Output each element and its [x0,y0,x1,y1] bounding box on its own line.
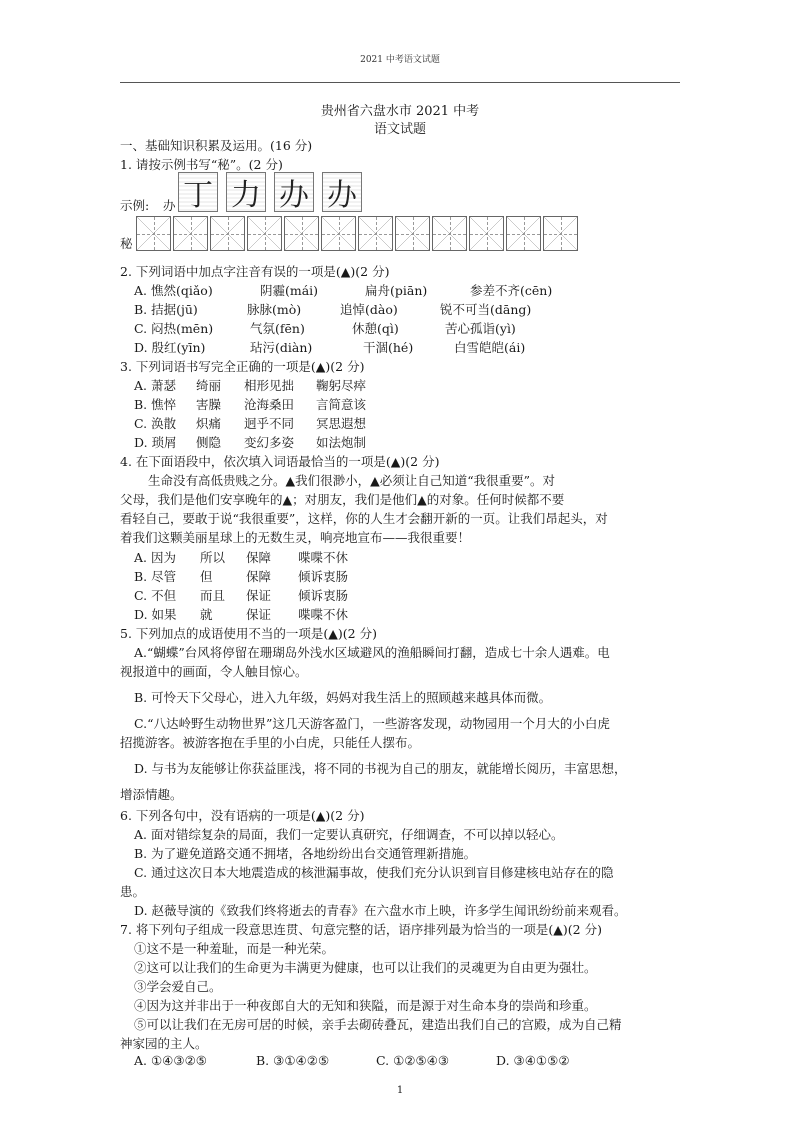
q7-sentence: 神家园的主人。 [120,1036,208,1051]
q7-sentence: ③学会爱自己。 [134,979,222,994]
writing-box[interactable] [247,216,282,251]
q2-option-b-word: 脉脉(mò) [247,302,302,317]
q4-option-c: C. 不但 [134,588,177,603]
stroke-box: 办 [322,172,362,212]
q3-text: 3. 下列词语书写完全正确的一项是(▲)(2 分) [120,359,365,374]
q2-option-d-word: 干涸(hé) [363,340,414,355]
q2-option-a-word: 扁舟(piān) [365,283,428,298]
q5-line: C.“八达岭野生动物世界”这几天游客盈门，一些游客发现，动物园用一个月大的小白虎 [134,716,610,731]
q3-option-word: 鞠躬尽瘁 [316,378,367,393]
q4-text: 4. 在下面语段中，依次填入词语最恰当的一项是(▲)(2 分) [120,454,440,469]
q3-option-word: 迥乎不同 [244,416,295,431]
writing-box[interactable] [543,216,578,251]
q2-option-a-word: 阴霾(mái) [260,283,319,298]
q7-sentence: ①这不是一种羞耻，而是一种光荣。 [134,941,335,956]
q2-option-b-word: 追悼(dào) [340,302,398,317]
writing-box[interactable] [506,216,541,251]
q6-line: B. 为了避免道路交通不拥堵，各地纷纷出台交通管理新措施。 [134,846,477,861]
q6-line: C. 通过这次日本大地震造成的核泄漏事故，使我们充分认识到盲目修建核电站存在的隐 [134,865,614,880]
q4-option-word: 保证 [246,607,272,622]
q5-line: D. 与书为友能够让你获益匪浅，将不同的书视为自己的朋友，就能增长阅历，丰富思想， [134,761,627,776]
running-header: 2021 中考语文试题 [360,55,440,65]
writing-box[interactable] [469,216,504,251]
q7-option-d: D. ③④①⑤② [496,1053,570,1068]
q3-option-word: 冥思遐想 [316,416,367,431]
q4-passage-line: 看轻自己，要敢于说“我很重要”，这样，你的人生才会翻开新的一页。让我们昂起头，对 [120,511,608,526]
writing-box[interactable] [358,216,393,251]
q4-option-word: 倾诉衷肠 [298,588,349,603]
q4-option-word: 但 [200,569,213,584]
q3-option-a: A. 萧瑟 [134,378,176,393]
q6-line: D. 赵薇导演的《致我们终将逝去的青春》在六盘水市上映，许多学生闻讯纷纷前来观看。 [134,903,627,918]
q5-line: B. 可怜天下父母心，进入九年级，妈妈对我生活上的照顾越来越具体而微。 [134,690,552,705]
q5-line: 招揽游客。被游客抱在手里的小白虎，只能任人摆布。 [120,735,421,750]
q3-option-word: 相形见拙 [244,378,295,393]
q2-option-c: C. 闷热(mēn) [134,321,214,336]
exam-subtitle: 语文试题 [373,122,426,137]
q2-option-d: D. 殷红(yīn) [134,340,206,355]
q3-option-word: 害臊 [196,397,222,412]
exam-title: 贵州省六盘水市 2021 中考 [320,104,480,119]
q7-sentence: ④因为这并非出于一种夜郎自大的无知和狭隘，而是源于对生命本身的崇尚和珍重。 [134,998,597,1013]
q4-option-a: A. 因为 [134,550,176,565]
q4-option-word: 喋喋不休 [298,607,349,622]
q3-option-word: 言简意该 [316,397,367,412]
q2-option-c-word: 气氛(fēn) [250,321,305,336]
q4-passage-line: 着我们这颗美丽星球上的无数生灵，响亮地宣布——我很重要！ [120,530,471,545]
q1-stroke-boxes [178,172,362,212]
q4-option-word: 所以 [200,550,226,565]
q3-option-word: 绮丽 [196,378,222,393]
q6-text: 6. 下列各句中，没有语病的一项是(▲)(2 分) [120,808,365,823]
q2-option-b: B. 拮据(jū) [134,302,198,317]
q4-passage-line: 父母，我们是他们安享晚年的▲；对朋友，我们是他们▲的对象。任何时候都不要 [120,492,565,507]
writing-box[interactable] [136,216,171,251]
q1-text: 1. 请按示例书写“秘”。(2 分) [120,157,283,172]
q1-example-label: 示例: [120,198,150,213]
writing-box[interactable] [173,216,208,251]
section-heading: 一、基础知识积累及运用。(16 分) [120,138,313,153]
q2-option-c-word: 苦心孤诣(yì) [445,321,516,336]
q2-option-d-word: 玷污(diàn) [250,340,313,355]
q3-option-word: 如法炮制 [316,435,367,450]
q5-line: 增添情趣。 [120,787,183,802]
q3-option-word: 侧隐 [196,435,222,450]
q2-option-b-word: 锐不可当(dāng) [440,302,532,317]
q7-option-b: B. ③①④②⑤ [256,1053,330,1068]
q4-option-word: 就 [200,607,213,622]
stroke-box: 力 [226,172,266,212]
q3-option-word: 变幻多姿 [244,435,295,450]
q3-option-d: D. 琐屑 [134,435,177,450]
q6-line: 患。 [120,884,146,899]
q2-option-d-word: 白雪皑皑(ái) [454,340,526,355]
q4-option-word: 保证 [246,588,272,603]
q4-option-d: D. 如果 [134,607,177,622]
q7-option-c: C. ①②⑤④③ [376,1053,450,1068]
q6-line: A. 面对错综复杂的局面，我们一定要认真研究，仔细调查，不可以掉以轻心。 [134,827,564,842]
q7-text: 7. 将下列句子组成一段意思连贯、句意完整的话，语序排列最为恰当的一项是(▲)(2 分) [120,922,602,937]
q4-option-word: 而且 [200,588,226,603]
q4-option-word: 喋喋不休 [298,550,349,565]
q3-option-c: C. 涣散 [134,416,177,431]
q4-option-word: 保障 [246,550,272,565]
q4-option-b: B. 尽管 [134,569,177,584]
header-rule [120,82,680,83]
writing-box[interactable] [321,216,356,251]
q1-practice-grid [136,216,578,251]
q5-text: 5. 下列加点的成语使用不当的一项是(▲)(2 分) [120,626,377,641]
q4-option-word: 保障 [246,569,272,584]
page-number: 1 [396,1085,404,1096]
writing-box[interactable] [284,216,319,251]
q7-sentence: ⑤可以让我们在无房可居的时候，亲手去砌砖叠瓦，建造出我们自己的宫殿，成为自己精 [134,1017,622,1032]
q3-option-b: B. 憔悴 [134,397,177,412]
q7-sentence: ②这可以让我们的生命更为丰满更为健康，也可以让我们的灵魂更为自由更为强壮。 [134,960,597,975]
q7-option-a: A. ①④③②⑤ [134,1053,208,1068]
q5-line: 视报道中的画面，令人触目惊心。 [120,664,308,679]
q3-option-word: 沧海桑田 [244,397,295,412]
q2-option-a-word: 参差不齐(cēn) [470,283,553,298]
q2-option-a: A. 憔然(qiǎo) [134,283,213,298]
writing-box[interactable] [210,216,245,251]
q2-text: 2. 下列词语中加点字注音有误的一项是(▲)(2 分) [120,264,390,279]
writing-box[interactable] [432,216,467,251]
stroke-box: 办 [274,172,314,212]
q4-option-word: 倾诉衷肠 [298,569,349,584]
q2-option-c-word: 休憩(qì) [352,321,399,336]
q4-passage-line: 生命没有高低贵贱之分。▲我们很渺小，▲必须让自己知道“我很重要”。对 [148,473,556,488]
stroke-box: 丁 [178,172,218,212]
q1-example-char: 办 [163,198,176,213]
q1-target-char: 秘 [120,236,133,251]
q5-line: A.“蝴蝶”台风将停留在珊瑚岛外浅水区域避风的渔船瞬间打翻，造成七十余人遇难。电 [134,645,610,660]
q3-option-word: 炽痛 [196,416,222,431]
writing-box[interactable] [395,216,430,251]
